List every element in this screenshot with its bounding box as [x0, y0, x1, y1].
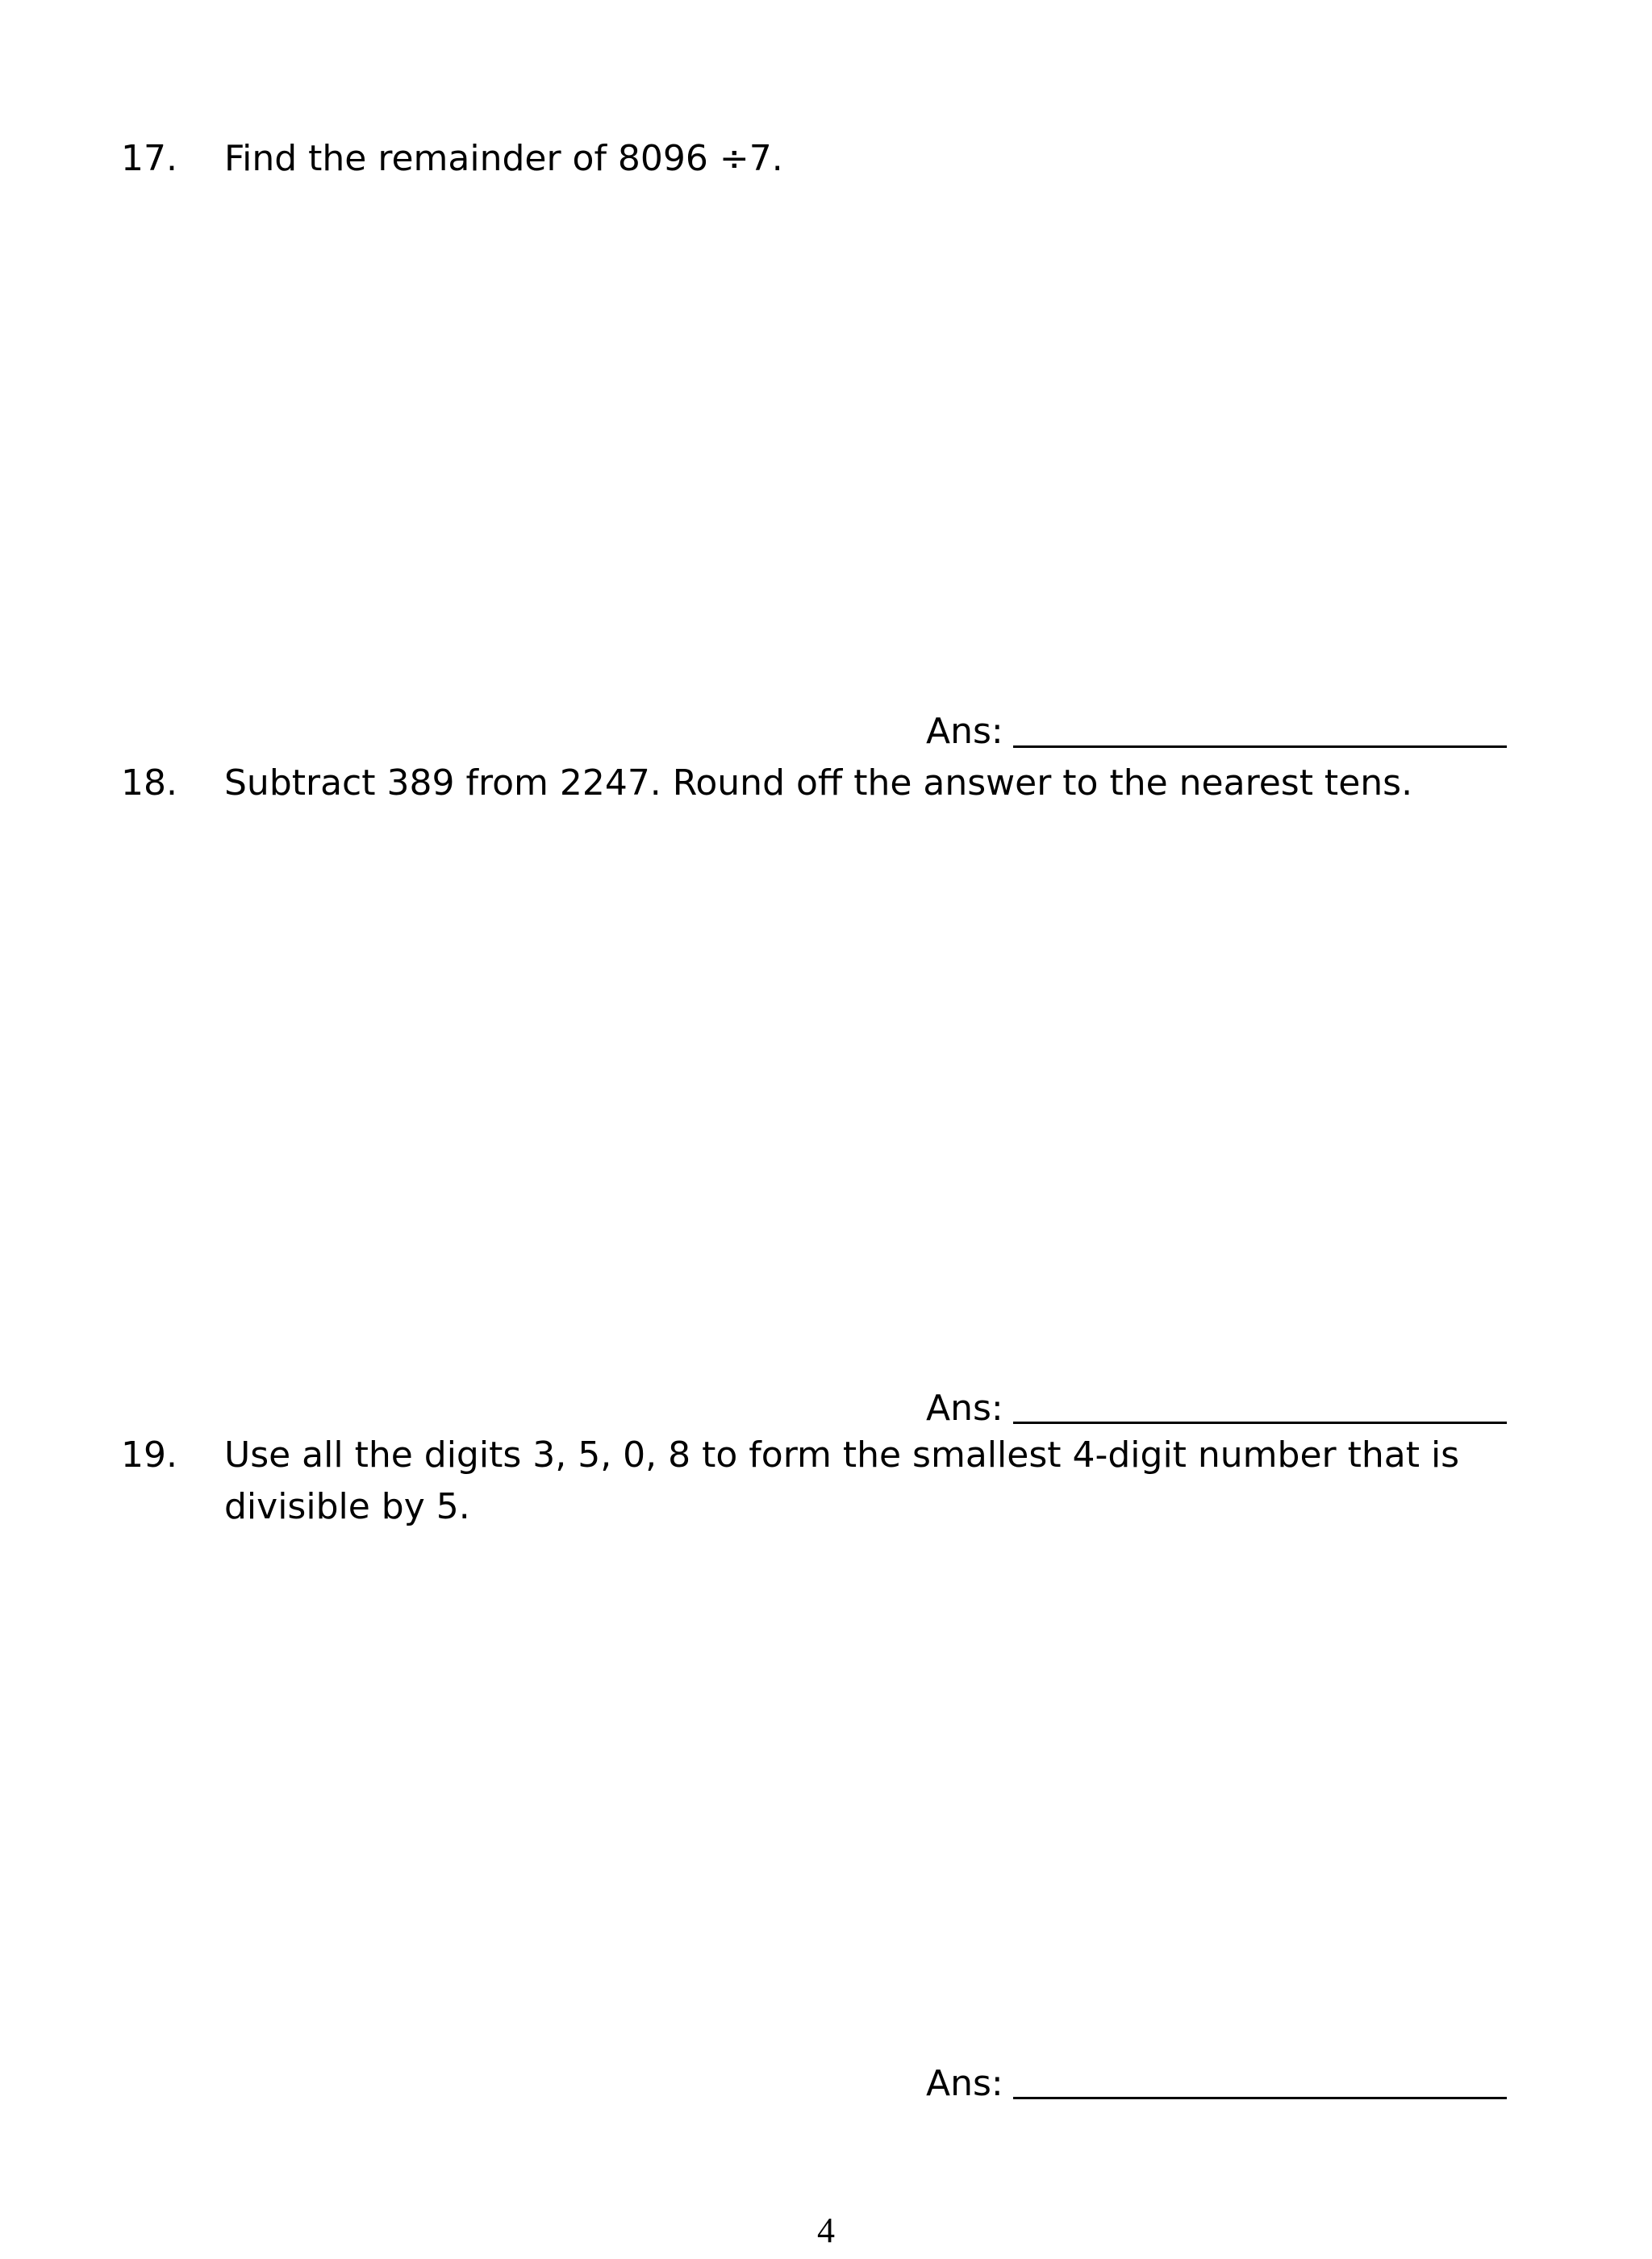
- answer-blank-line[interactable]: [1013, 2097, 1507, 2099]
- question-text: Subtract 389 from 2247. Round off the answer to the nearest tens.: [224, 762, 1413, 804]
- question-text-line-1: Use all the digits 3, 5, 0, 8 to form the smallest 4-digit number that is: [224, 1434, 1460, 1476]
- answer-label: Ans:: [926, 1388, 1003, 1429]
- question-number: 19.: [121, 1434, 177, 1476]
- question-number: 18.: [121, 762, 177, 804]
- question-number: 17.: [121, 138, 177, 179]
- question-text: Find the remainder of 8096 ÷7.: [224, 138, 783, 179]
- page-number: 4: [817, 2211, 835, 2250]
- answer-label: Ans:: [926, 2063, 1003, 2104]
- question-text-line-2: divisible by 5.: [224, 1486, 470, 1527]
- answer-blank-line[interactable]: [1013, 1422, 1507, 1424]
- answer-label: Ans:: [926, 711, 1003, 752]
- answer-blank-line[interactable]: [1013, 745, 1507, 748]
